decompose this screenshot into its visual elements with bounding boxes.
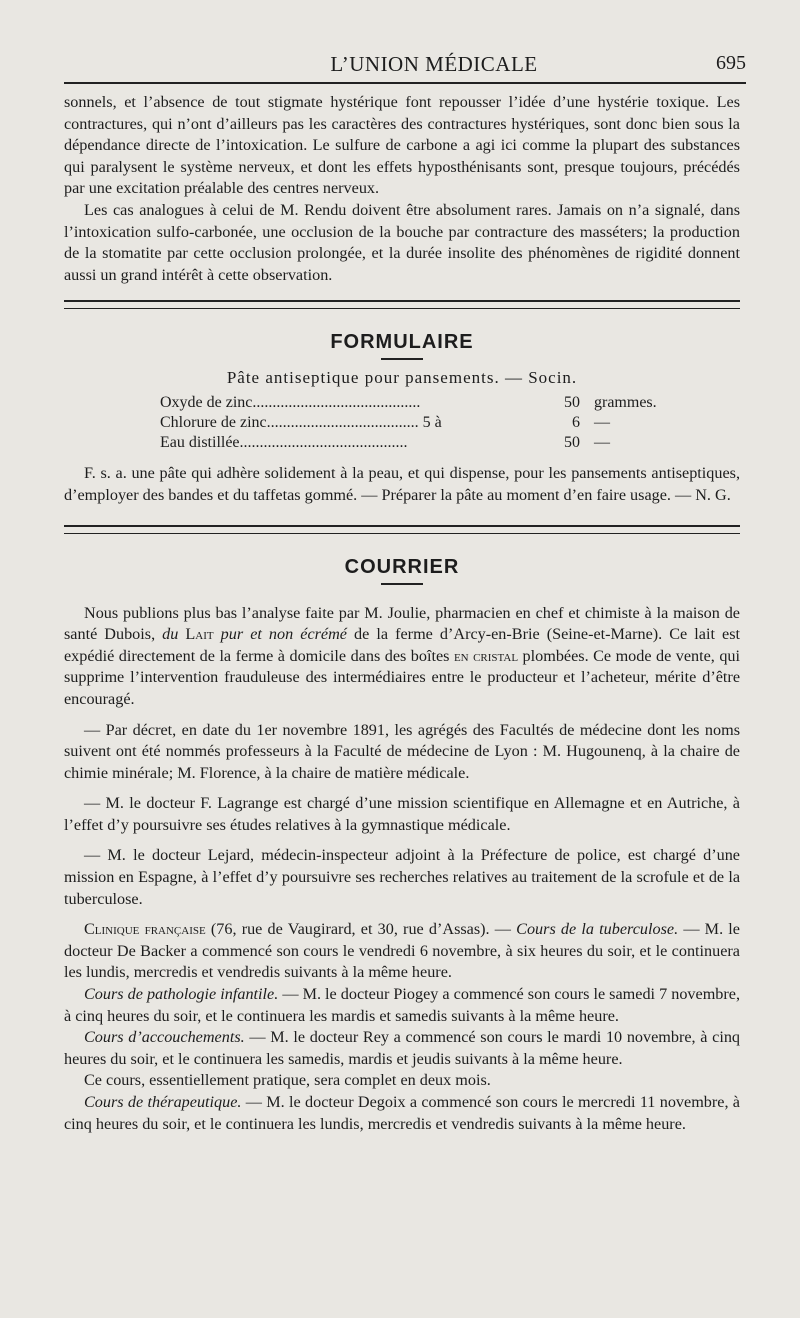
header-rule (64, 82, 746, 84)
ingredient-quantity: 6 (572, 414, 580, 432)
text-segment: (76, rue de Vaugirard, et 30, rue d’Assas). — (210, 920, 511, 939)
text-segment: pur et non écrémé (220, 625, 347, 644)
courrier-paragraph-4: — M. le docteur Lejard, médecin-inspecteur adjoint à la Préfecture de police, est chargé d’une mission en Espagne, à l’effet d’y poursuivre ses recherches relatives au traitement de la scrofule et de la tuberculose. (64, 846, 740, 908)
section-divider (64, 525, 740, 534)
ingredient-name: Eau distillée.......................................... (160, 434, 408, 452)
courrier-paragraph-1 (64, 603, 740, 711)
text-segment: — M. le docteur Degoix a commencé son cours le mercredi 11 novembre, à cinq heures du soir, et le continuera les lundis, mercredis et vendredis suivants à la même heure. (64, 1093, 740, 1133)
recipe-note: F. s. a. une pâte qui adhère solidement à la peau, et qui dispense, pour les pansements antiseptiques, d’employer des bandes et du taffetas gommé. — Préparer la pâte au moment d’en faire usage. — N. G. (64, 464, 740, 504)
ingredient-quantity: 50 (564, 394, 580, 412)
page-number: 695 (716, 52, 746, 74)
text-segment: Cours d’accouchements. (84, 1028, 245, 1047)
therapeutics-paragraph (64, 1092, 740, 1135)
text-segment: Cours de thérapeutique. (84, 1093, 242, 1111)
recipe-row (160, 393, 740, 413)
text-segment: de la ferme d’Arcy-en-Brie (Seine-et-Marne). Ce lait est expédié directement de la ferme à domicile dans des boîtes (64, 625, 740, 665)
text-segment: Cours de pathologie infantile. (84, 985, 279, 1004)
text-segment: Cours de la tuberculose. (516, 920, 679, 939)
recipe-table (160, 393, 740, 453)
page-header (64, 52, 746, 84)
text-segment: Lait (185, 625, 214, 644)
ingredient-name: Chlorure de zinc...................................... 5 à (160, 414, 442, 432)
text-segment: — M. le docteur Piogey a commencé son cours le samedi 7 novembre, à cinq heures du soir, et le continuera les mardis et samedis suivants à la même heure. (64, 985, 741, 1025)
ingredient-quantity: 50 (564, 434, 580, 452)
formulaire-title: FORMULAIRE (330, 331, 474, 354)
course-note: Ce cours, essentiellement pratique, sera complet en deux mois. (84, 1071, 491, 1090)
clinique-paragraph (64, 919, 740, 984)
intro-paragraph-1: sonnels, et l’absence de tout stigmate hystérique font repousser l’idée d’une hystérie toxique. Les contractures, qui n’ont d’ailleurs pas les caractères des contractures hystériques, sont donc bien sous la dépendance directe de l’intoxication. Le sulfure de carbone a agi ici comme la plupart des substances qui paralysent le système nerveux, et dont les effets hyposthénisants sont, presque toujours, précédés par une excitation préalable des centres nerveux. (64, 93, 740, 198)
recipe-row (160, 413, 740, 433)
ingredient-unit: — (594, 434, 610, 452)
ingredient-unit: — (594, 414, 610, 432)
text-segment: Nous publions plus bas l’analyse faite par M. Joulie, pharmacien en chef et chimiste à la maison de santé Dubois, (64, 603, 740, 644)
ingredient-unit: grammes. (594, 394, 657, 412)
text-segment: — M. le docteur Rey a commencé son cours le mardi 10 novembre, à cinq heures du soir, et le continuera les samedis, mardis et jeudis suivants à la même heure. (64, 1028, 741, 1068)
title-underline (381, 358, 423, 360)
courrier-paragraph-2: — Par décret, en date du 1er novembre 1891, les agrégés des Facultés de médecine dont les noms suivent ont été nommés professeurs à la Faculté de médecine de Lyon : M. Hugounenq, à la chaire de chimie minérale; M. Florence, à la chaire de matière médicale. (64, 720, 740, 782)
title-underline (381, 583, 423, 585)
text-segment: Clinique française (84, 920, 206, 939)
ingredient-name: Oxyde de zinc.......................................... (160, 394, 421, 412)
running-title: L’UNION MÉDICALE (330, 52, 538, 76)
text-segment: du (162, 625, 179, 644)
page-content (64, 92, 740, 1135)
section-divider (64, 300, 740, 309)
pediatrics-paragraph (64, 984, 740, 1027)
courrier-paragraph-3: — M. le docteur F. Lagrange est chargé d’une mission scientifique en Allemagne et en Autriche, à l’effet d’y poursuivre ses études relatives à la gymnastique médicale. (64, 794, 740, 834)
text-segment: — M. le docteur De Backer a commencé son cours le vendredi 6 novembre, à six heures du soir, et le continuera les lundis, mercredis et vendredis suivants à la même heure. (64, 920, 740, 982)
text-segment: en cristal (453, 646, 519, 665)
text-segment: plombées. Ce mode de vente, qui supprime l’intervention frauduleuse des intermédiaires entre le producteur et l’acheteur, mérite d’être encouragé. (64, 646, 741, 708)
courrier-title: COURRIER (344, 555, 460, 578)
intro-paragraph-2: Les cas analogues à celui de M. Rendu doivent être absolument rares. Jamais on n’a signalé, dans l’intoxication sulfo-carbonée, une occlusion de la bouche par contracture des masséters; la production de la stomatite par cette occlusion prolongée, et la durée insolite des phénomènes de rigidité donnent aussi un grand intérêt à cette observation. (64, 200, 740, 284)
recipe-row (160, 433, 740, 453)
recipe-title: Pâte antiseptique pour pansements. — Socin. (226, 368, 578, 388)
obstetrics-paragraph (64, 1027, 740, 1070)
